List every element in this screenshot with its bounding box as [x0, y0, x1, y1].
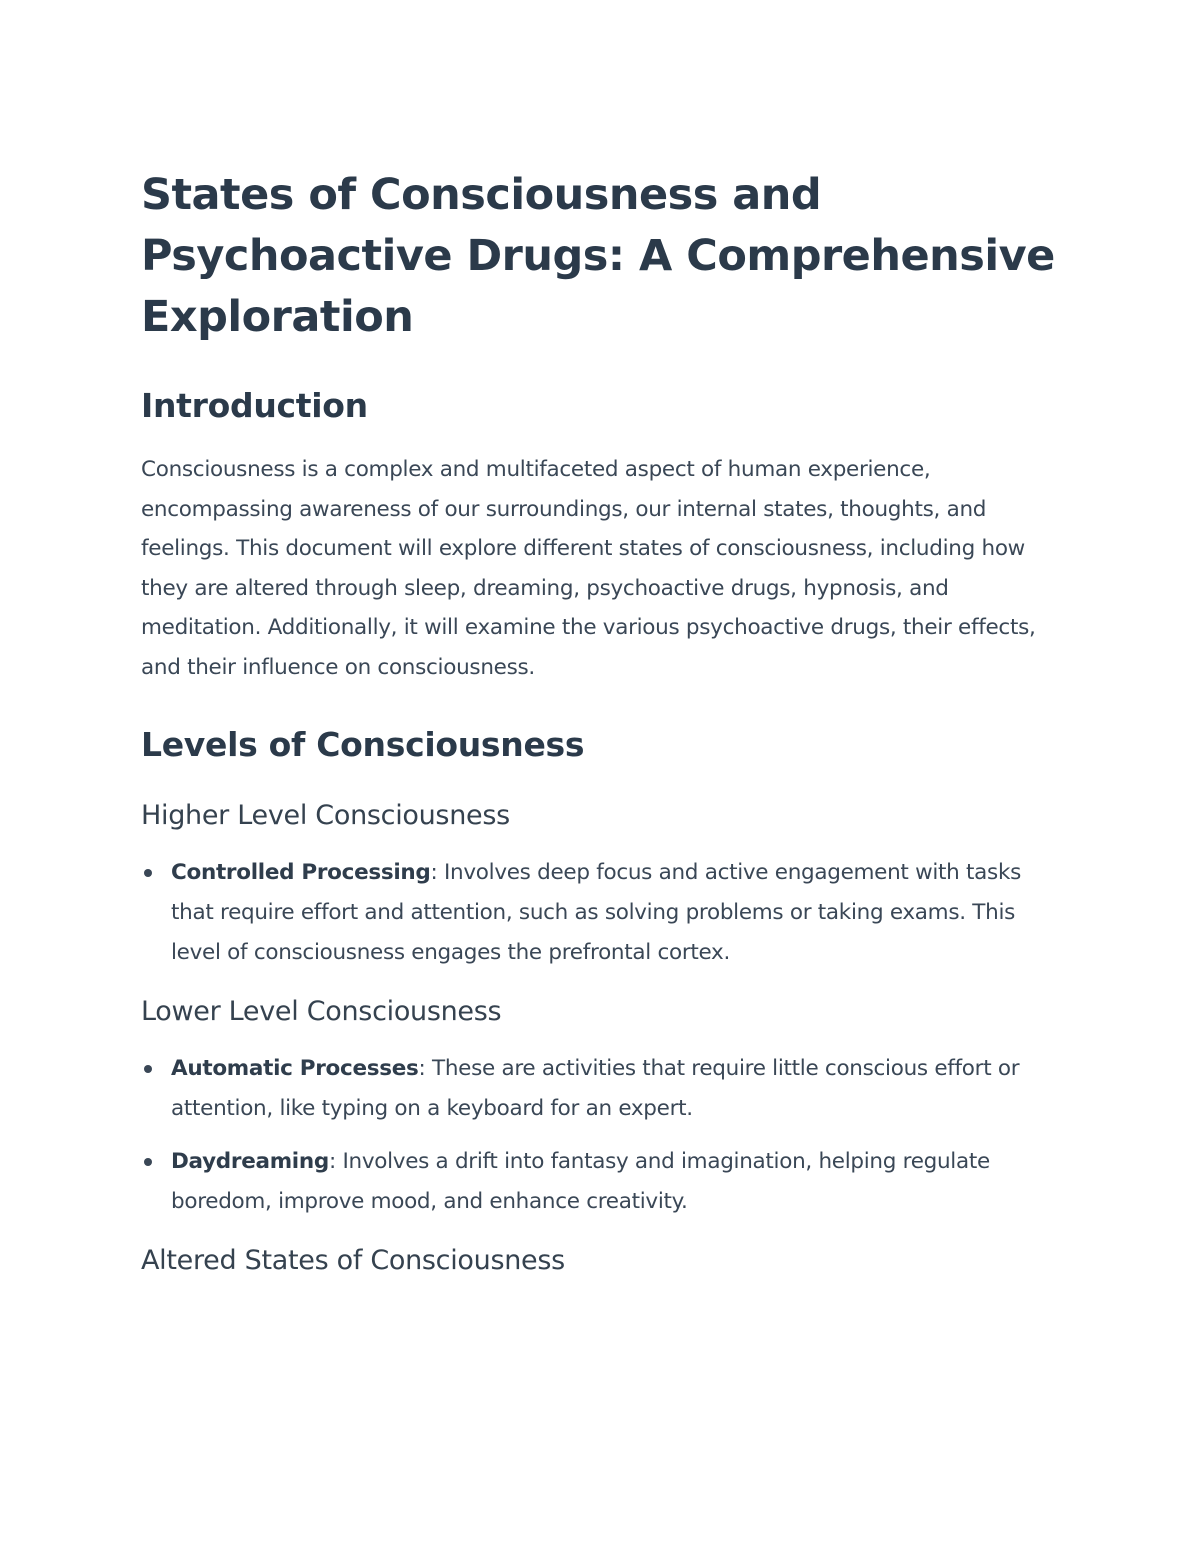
list-item-text: : Involves deep focus and active engagement with tasks that require effort and attention, such as solving problems or taking exams. This level of consciousness engages the prefrontal cortex. — [171, 860, 1021, 965]
introduction-paragraph: Consciousness is a complex and multifaceted aspect of human experience, encompassing awareness of our surroundings, our internal states, thoughts, and feelings. This document will explore different states of consciousness, including how they are altered through sleep, dreaming, psychoactive drugs, hypnosis, and meditation. Additionally, it will examine the various psychoactive drugs, their effects, and their influence on consciousness. — [141, 457, 1036, 680]
altered-states-heading: Altered States of Consciousness — [141, 1245, 565, 1276]
lower-level-list — [141, 1049, 1061, 1222]
document-title: States of Consciousness and Psychoactive Drugs: A Comprehensive Exploration — [141, 170, 1055, 342]
list-item-text: : Involves a drift into fantasy and imagination, helping regulate boredom, improve mood, and enhance creativity. — [171, 1149, 990, 1214]
list-item — [141, 1049, 1061, 1129]
document-page — [141, 165, 1061, 1280]
list-item-term: Daydreaming — [171, 1149, 329, 1174]
levels-heading: Levels of Consciousness — [141, 725, 585, 764]
list-item — [141, 853, 1061, 973]
bullet-icon — [144, 869, 152, 877]
bullet-icon — [144, 1065, 152, 1073]
higher-level-list — [141, 853, 1061, 973]
list-item — [141, 1142, 1061, 1222]
list-item-term: Automatic Processes — [171, 1056, 419, 1081]
higher-level-heading: Higher Level Consciousness — [141, 800, 510, 831]
introduction-heading: Introduction — [141, 386, 368, 425]
list-item-text: : These are activities that require little conscious effort or attention, like typing on a keyboard for an expert. — [171, 1056, 1020, 1121]
list-item-term: Controlled Processing — [171, 860, 431, 885]
bullet-icon — [144, 1158, 152, 1166]
lower-level-heading: Lower Level Consciousness — [141, 996, 502, 1027]
